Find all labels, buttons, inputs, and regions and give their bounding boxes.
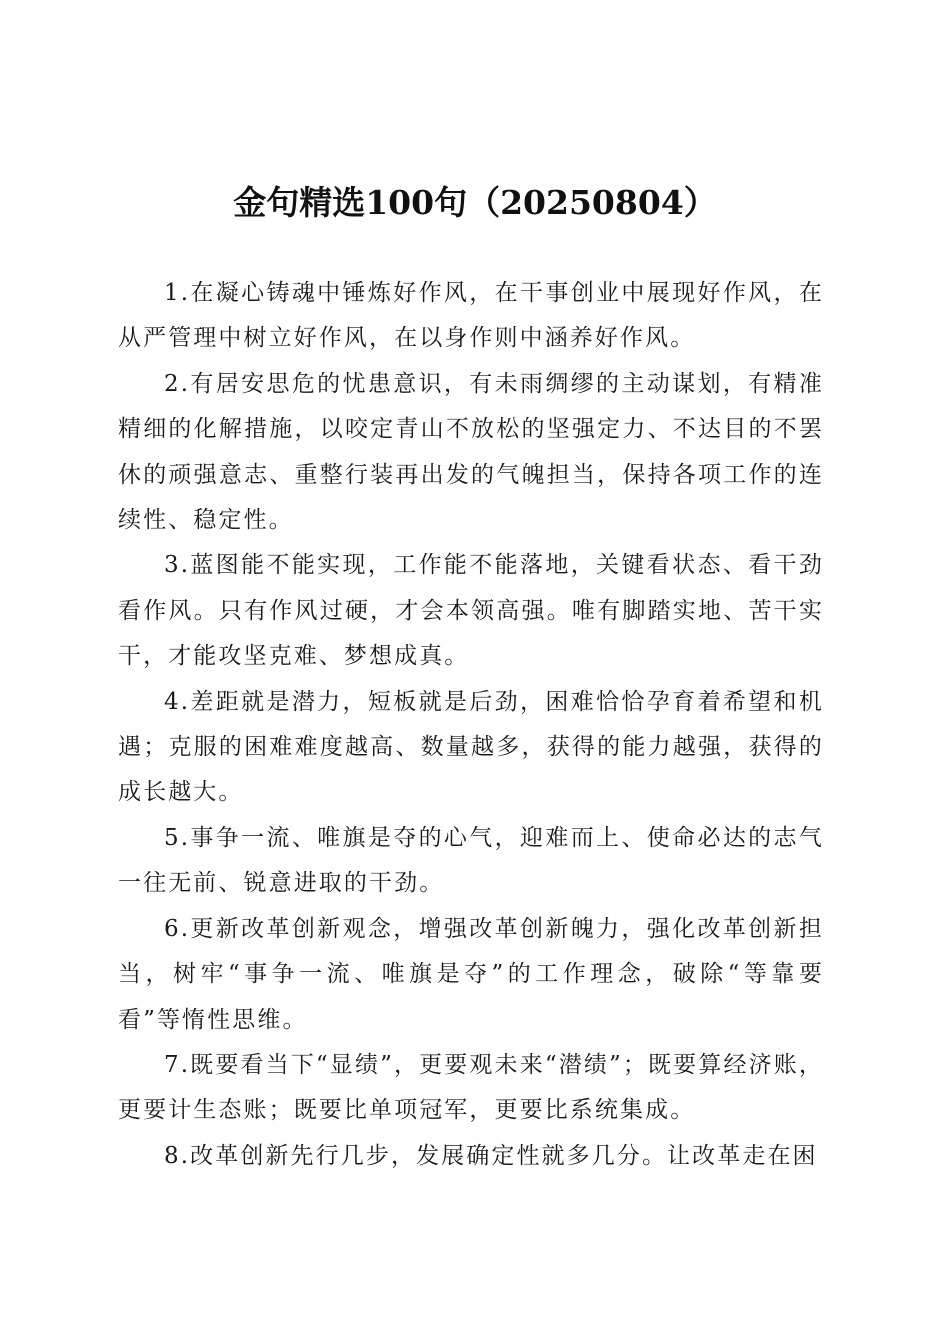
paragraph-8: 8.改革创新先行几步，发展确定性就多几分。让改革走在困 xyxy=(164,1142,818,1169)
document-title: 金句精选100句（20250804） xyxy=(233,183,717,222)
paragraph-1: 1.在凝心铸魂中锤炼好作风，在干事创业中展现好作风，在从严管理中树立好作风，在以身作则中涵养好作风。 xyxy=(118,280,824,352)
paragraph-2: 2.有居安思危的忧患意识，有未雨绸缪的主动谋划，有精准精细的化解措施，以咬定青山不放松的坚强定力、不达目的不罢休的顽强意志、重整行装再出发的气魄担当，保持各项工作的连续性、稳定性。 xyxy=(118,370,824,534)
paragraph-5: 5.事争一流、唯旗是夺的心气，迎难而上、使命必达的志气一往无前、锐意进取的干劲。 xyxy=(118,824,824,897)
paragraph-4: 4.差距就是潜力，短板就是后劲，困难恰恰孕育着希望和机遇；克服的困难难度越高、数量越多，获得的能力越强，获得的成长越大。 xyxy=(118,688,824,806)
paragraph-6: 6.更新改革创新观念，增强改革创新魄力，强化改革创新担当，树牢“事争一流、唯旗是夺”的工作理念，破除“等靠要看”等惰性思维。 xyxy=(118,915,824,1033)
document-body xyxy=(118,271,824,1179)
paragraph-7: 7.既要看当下“显绩”，更要观未来“潜绩”；既要算经济账，更要计生态账；既要比单项冠军，更要比系统集成。 xyxy=(118,1051,824,1124)
paragraph-3: 3.蓝图能不能实现，工作能不能落地，关键看状态、看干劲看作风。只有作风过硬，才会本领高强。唯有脚踏实地、苦干实干，才能攻坚克难、梦想成真。 xyxy=(118,552,824,670)
